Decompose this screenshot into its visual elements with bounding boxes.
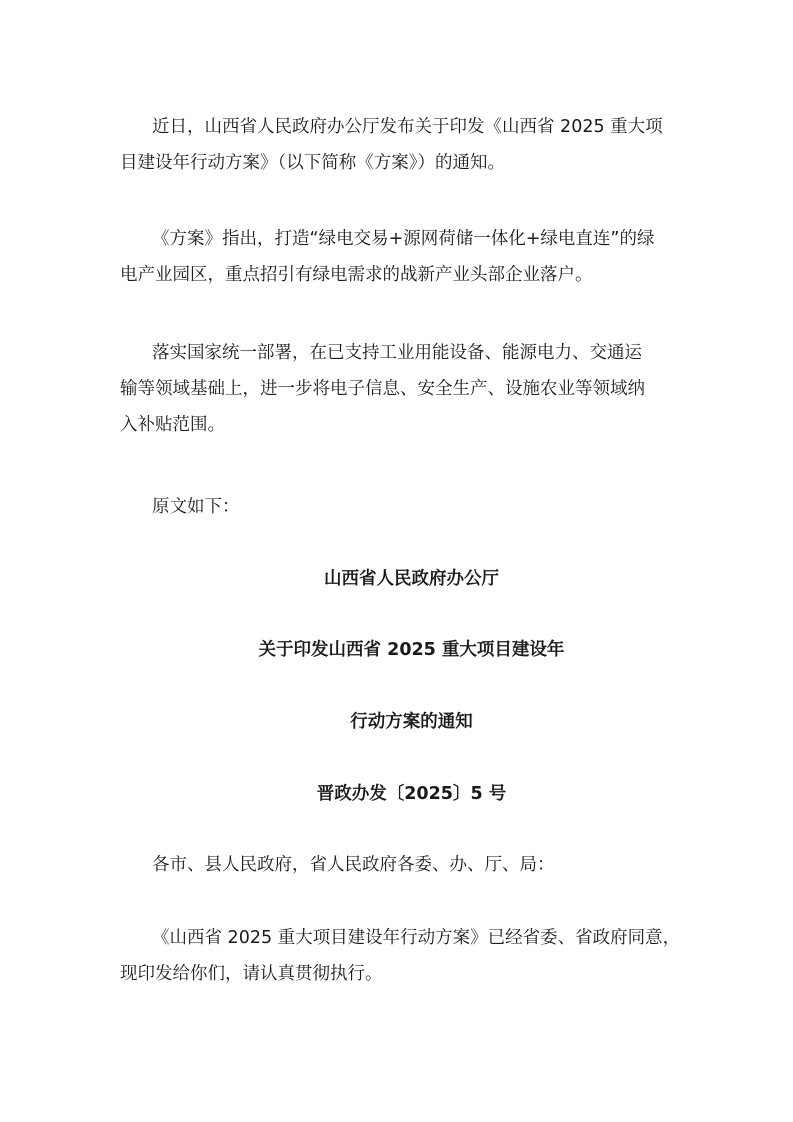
paragraph-line: 落实国家统一部署，在已支持工业用能设备、能源电力、交通运 bbox=[152, 343, 642, 363]
subsidy-paragraph bbox=[120, 335, 680, 443]
salutation bbox=[120, 847, 680, 883]
plan-summary-paragraph bbox=[120, 221, 680, 293]
paragraph-line: 原文如下： bbox=[152, 497, 240, 517]
paragraph-line: 各市、县人民政府，省人民政府各委、办、厅、局： bbox=[152, 855, 555, 875]
paragraph-line: 目建设年行动方案》（以下简称《方案》）的通知。 bbox=[120, 153, 505, 173]
intro-paragraph bbox=[120, 109, 680, 181]
notice-title-line-2: 行动方案的通知 bbox=[350, 712, 473, 732]
notice-title-line-1: 关于印发山西省 2025 重大项目建设年 bbox=[258, 640, 565, 660]
paragraph-line: 《山西省 2025 重大项目建设年行动方案》已经省委、省政府同意， bbox=[152, 928, 681, 948]
notice-issuer: 山西省人民政府办公厅 bbox=[324, 569, 499, 589]
paragraph-line: 电产业园区，重点招引有绿电需求的战新产业头部企业落户。 bbox=[120, 265, 593, 285]
paragraph-line: 入补贴范围。 bbox=[120, 415, 225, 435]
original-text-label bbox=[120, 489, 680, 525]
notice-body-paragraph bbox=[120, 920, 680, 992]
paragraph-line: 输等领域基础上，进一步将电子信息、安全生产、设施农业等领域纳 bbox=[120, 379, 645, 399]
paragraph-line: 《方案》指出，打造“绿电交易+源网荷储一体化+绿电直连”的绿 bbox=[152, 229, 655, 249]
notice-doc-number: 晋政办发〔2025〕5 号 bbox=[316, 784, 507, 804]
paragraph-line: 现印发给你们，请认真贯彻执行。 bbox=[120, 964, 383, 984]
paragraph-line: 近日，山西省人民政府办公厅发布关于印发《山西省 2025 重大项 bbox=[152, 117, 663, 137]
